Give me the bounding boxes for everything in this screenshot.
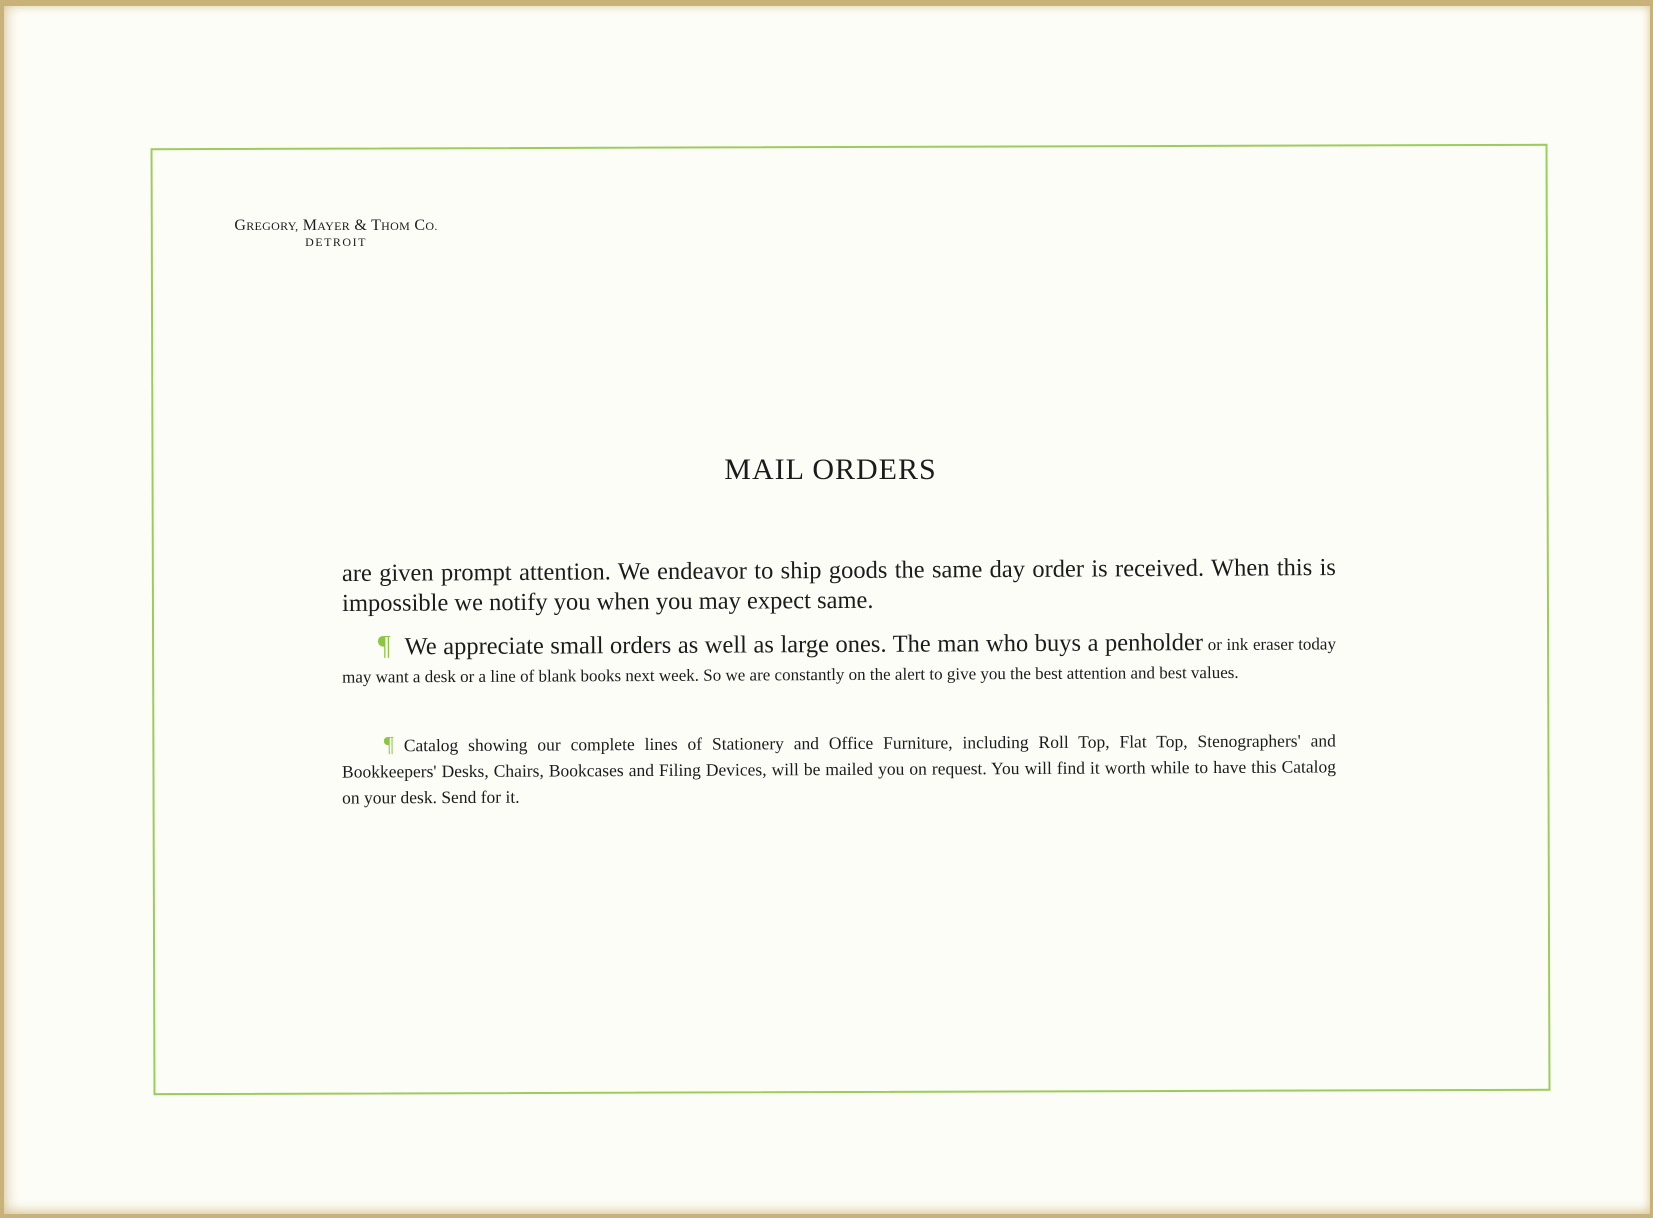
- catalog-page: [4, 6, 1650, 1214]
- paragraph-catalog: [342, 727, 1336, 810]
- paragraph-small-orders: [342, 627, 1336, 691]
- company-header: [211, 218, 461, 248]
- paragraph-small-orders-lead: We appreciate small orders as well as large ones. The man who buys a penholder: [404, 629, 1204, 661]
- green-border-frame: [151, 144, 1551, 1095]
- paragraph-prompt-attention: are given prompt attention. We endeavor to ship goods the same day order is received. When this is impossible we notify you when you may expect same.: [341, 553, 1336, 617]
- paragraph-small-orders-rest: or ink eraser today may want a desk or a line of blank books next week. So we are constantly on the alert to give you the best attention and best values.: [342, 634, 1337, 687]
- paragraph-catalog-text: Catalog showing our complete lines of Stationery and Office Furniture, including Roll Top, Flat Top, Stenographers' and Bookkeepers' Desks, Chairs, Bookcases and Filing Devices, will be mailed you on request. You will find it worth while to have this Catalog on your desk. Send for it.: [341, 729, 1337, 808]
- pilcrow-icon: ¶: [377, 630, 391, 662]
- page-title: MAIL ORDERS: [724, 453, 937, 486]
- pilcrow-icon: ¶: [383, 730, 394, 756]
- company-city: DETROIT: [305, 235, 367, 249]
- company-name: GREGORY, MAYER & THOM CO.: [234, 217, 438, 234]
